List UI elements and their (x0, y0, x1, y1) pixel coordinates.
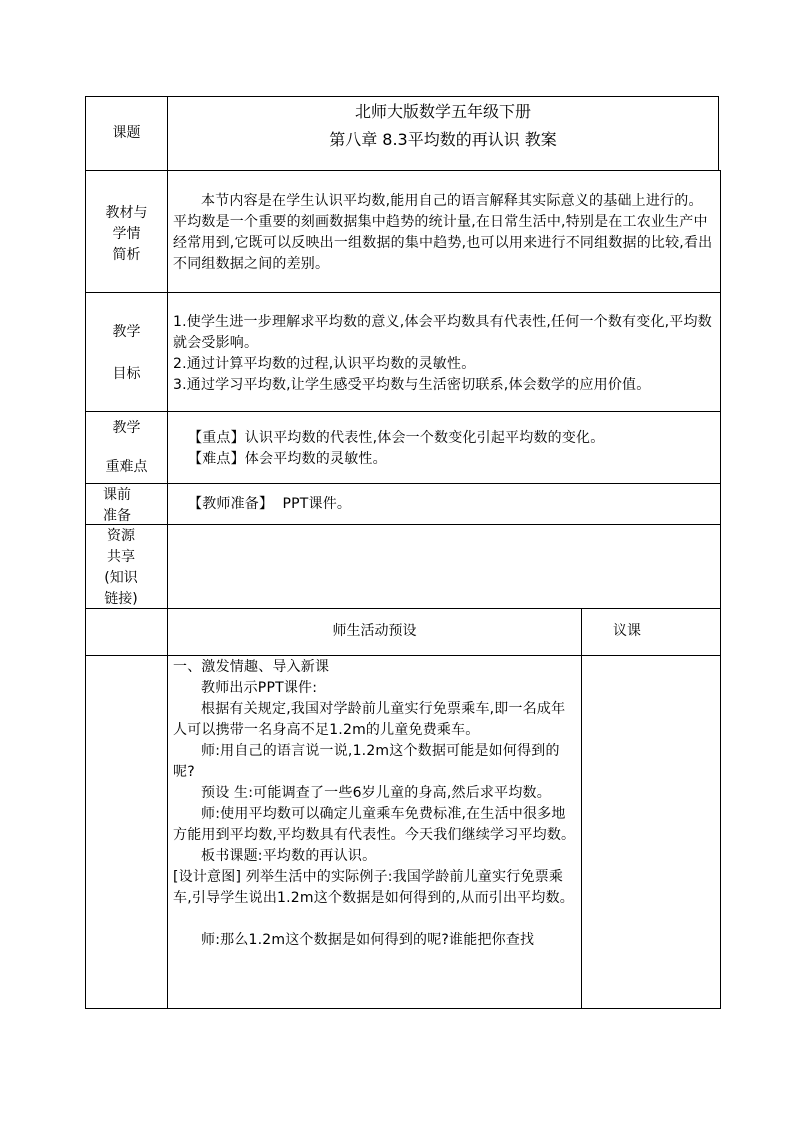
row-divider-5 (85, 524, 720, 525)
keypoints-list (188, 428, 713, 470)
row-divider-2 (85, 292, 720, 293)
prep-label-line: 准备 (103, 508, 131, 524)
title-line-1: 北师大版数学五年级下册 (354, 102, 531, 121)
title-line-2: 第八章 8.3平均数的再认识 教案 (329, 130, 557, 149)
resources-label-line: 链接) (104, 591, 138, 607)
activity-paragraph: 板书课题:平均数的再认识。 (201, 848, 377, 864)
resources-label-line: 资源 (107, 528, 135, 544)
row-divider-4 (85, 483, 720, 484)
activity-header: 师生活动预设 (332, 623, 417, 639)
table-border-right (720, 170, 721, 1009)
analysis-text (173, 191, 713, 275)
keypoints-label (86, 418, 167, 478)
goal-item: 1.使学生进一步理解求平均数的意义,体会平均数具有代表性,任何一个数有变化,平均数就会受影响。 (173, 314, 712, 351)
remarks-column-divider (581, 608, 582, 1009)
activity-paragraph: 教师出示PPT课件: (201, 680, 318, 696)
page-title (168, 100, 718, 152)
analysis-label-line: 简析 (112, 247, 141, 263)
analysis-label-line: 教材与 (105, 205, 148, 221)
row-divider-7 (85, 655, 720, 656)
activity-paragraph: 一、激发情趣、导入新课 (173, 659, 330, 675)
prep-label (86, 485, 148, 527)
activity-body (173, 657, 576, 951)
activity-paragraph: 预设 生:可能调查了一些6岁儿童的身高,然后求平均数。 (201, 785, 551, 801)
row-divider-1 (85, 170, 721, 171)
keypoint-item: 【重点】认识平均数的代表性,体会一个数变化引起平均数的变化。 (188, 430, 605, 446)
goals-list (173, 312, 718, 396)
analysis-paragraph: 本节内容是在学生认识平均数,能用自己的语言解释其实际意义的基础上进行的。平均数是一个重要的刻画数据集中趋势的统计量,在日常生活中,特别是在工农业生产中经常用到,它既可以反映出一组数据的集中趋势,也可以用来进行不同组数据的比较,看出不同组数据之间的差别。 (173, 193, 713, 272)
keypoints-label-line: 重难点 (105, 459, 148, 475)
remarks-header: 议课 (613, 623, 641, 639)
table-border-top (85, 96, 719, 97)
resources-label-line: (知识 (104, 570, 138, 586)
resources-label (86, 526, 156, 610)
activity-paragraph: [设计意图] 列举生活中的实际例子:我国学龄前儿童实行免票乘车,引导学生说出1.2m这个数据是如何得到的,从而引出平均数。 (173, 869, 575, 906)
row-divider-3 (85, 411, 720, 412)
activity-paragraph: 师:用自己的语言说一说,1.2m这个数据可能是如何得到的呢? (173, 743, 560, 780)
goals-label (86, 322, 167, 385)
goals-label-line: 教学 (112, 324, 141, 340)
topic-label: 课题 (112, 125, 141, 141)
goal-item: 3.通过学习平均数,让学生感受平均数与生活密切联系,体会数学的应用价值。 (173, 377, 651, 393)
table-border-bottom (85, 1008, 720, 1009)
activity-paragraph (173, 909, 576, 930)
goal-item: 2.通过计算平均数的过程,认识平均数的灵敏性。 (173, 356, 476, 372)
table-border-right-top (718, 96, 719, 171)
keypoint-item: 【难点】体会平均数的灵敏性。 (188, 451, 387, 467)
label-column-divider (167, 96, 168, 1009)
activity-paragraph: 根据有关规定,我国对学龄前儿童实行免票乘车,即一名成年人可以携带一名身高不足1.2m的儿童免费乘车。 (173, 701, 566, 738)
prep-label-line: 课前 (103, 487, 131, 503)
keypoints-label-line: 教学 (112, 420, 141, 436)
activity-paragraph: 师:那么1.2m这个数据是如何得到的呢?谁能把你查找 (201, 932, 535, 948)
resources-label-line: 共享 (107, 549, 135, 565)
activity-paragraph: 师:使用平均数可以确定儿童乘车免费标准,在生活中很多地方能用到平均数,平均数具有代表性。今天我们继续学习平均数。 (173, 806, 576, 843)
analysis-label-line: 学情 (112, 226, 141, 242)
row-divider-6 (85, 608, 720, 609)
analysis-label (86, 203, 167, 266)
goals-label-line: 目标 (112, 366, 141, 382)
prep-text: 【教师准备】 PPT课件。 (188, 496, 352, 512)
